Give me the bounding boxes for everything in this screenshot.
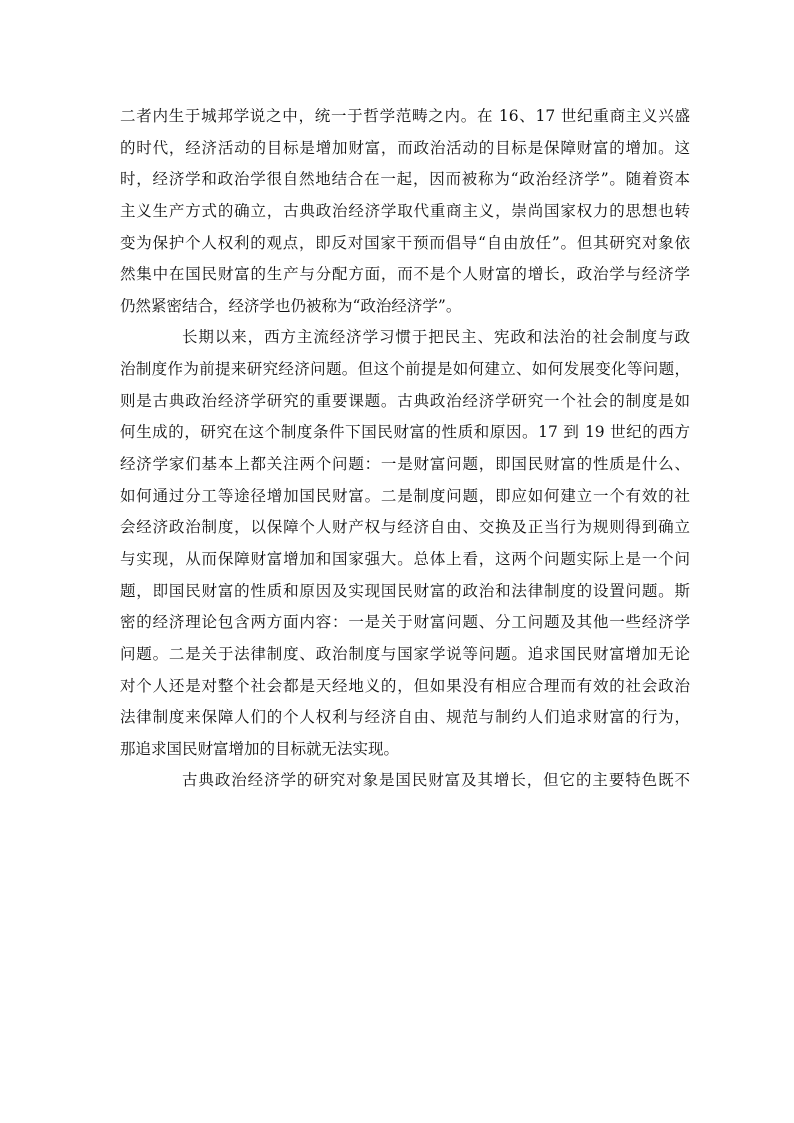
paragraph-3-line-1: 古典政治经济学的研究对象是国民财富及其增长，但它的主要特色既不	[182, 771, 690, 790]
paragraph-1-line-6: 然集中在国民财富的生产与分配方面，而不是个人财富的增长，政治学与经济学	[120, 265, 690, 284]
paragraph-2-line-3: 则是古典政治经济学研究的重要课题。古典政治经济学研究一个社会的制度是如	[120, 391, 690, 410]
paragraph-2-line-11: 问题。二是关于法律制度、政治制度与国家学说等问题。追求国民财富增加无论	[120, 644, 690, 663]
paragraph-2-line-10: 密的经济理论包含两方面内容：一是关于财富问题、分工问题及其他一些经济学	[120, 613, 690, 632]
paragraph-2-line-6: 如何通过分工等途径增加国民财富。二是制度问题，即应如何建立一个有效的社	[120, 486, 690, 505]
paragraph-2-line-5: 经济学家们基本上都关注两个问题：一是财富问题，即国民财富的性质是什么、	[120, 455, 690, 474]
paragraph-1-line-5: 变为保护个人权利的观点，即反对国家干预而倡导“自由放任”。但其研究对象依	[120, 233, 690, 252]
paragraph-1-line-1: 二者内生于城邦学说之中，统一于哲学范畴之内。在 16、17 世纪重商主义兴盛	[120, 107, 690, 125]
paragraph-2-line-7: 会经济政治制度，以保障个人财产权与经济自由、交换及正当行为规则得到确立	[120, 518, 690, 537]
document-body	[120, 101, 690, 797]
paragraph-2-line-2: 治制度作为前提来研究经济问题。但这个前提是如何建立、如何发展变化等问题，	[120, 360, 690, 379]
paragraph-1-line-4: 主义生产方式的确立，古典政治经济学取代重商主义，崇尚国家权力的思想也转	[120, 201, 690, 220]
paragraph-2-line-4: 何生成的，研究在这个制度条件下国民财富的性质和原因。17 到 19 世纪的西方	[120, 423, 690, 442]
paragraph-1-line-2: 的时代，经济活动的目标是增加财富，而政治活动的目标是保障财富的增加。这	[120, 138, 690, 157]
paragraph-1-line-7: 仍然紧密结合，经济学也仍被称为“政治经济学”。	[120, 296, 462, 315]
paragraph-2-line-9: 题，即国民财富的性质和原因及实现国民财富的政治和法律制度的设置问题。斯	[120, 581, 690, 600]
paragraph-2-line-13: 法律制度来保障人们的个人权利与经济自由、规范与制约人们追求财富的行为，	[120, 708, 690, 727]
paragraph-2-line-14: 那追求国民财富增加的目标就无法实现。	[120, 739, 400, 758]
paragraph-1-line-3: 时，经济学和政治学很自然地结合在一起，因而被称为“政治经济学”。随着资本	[120, 170, 690, 189]
paragraph-2-line-1: 长期以来，西方主流经济学习惯于把民主、宪政和法治的社会制度与政	[182, 328, 690, 347]
paragraph-2-line-8: 与实现，从而保障财富增加和国家强大。总体上看，这两个问题实际上是一个问	[120, 549, 690, 568]
paragraph-2-line-12: 对个人还是对整个社会都是天经地义的，但如果没有相应合理而有效的社会政治	[120, 676, 690, 695]
